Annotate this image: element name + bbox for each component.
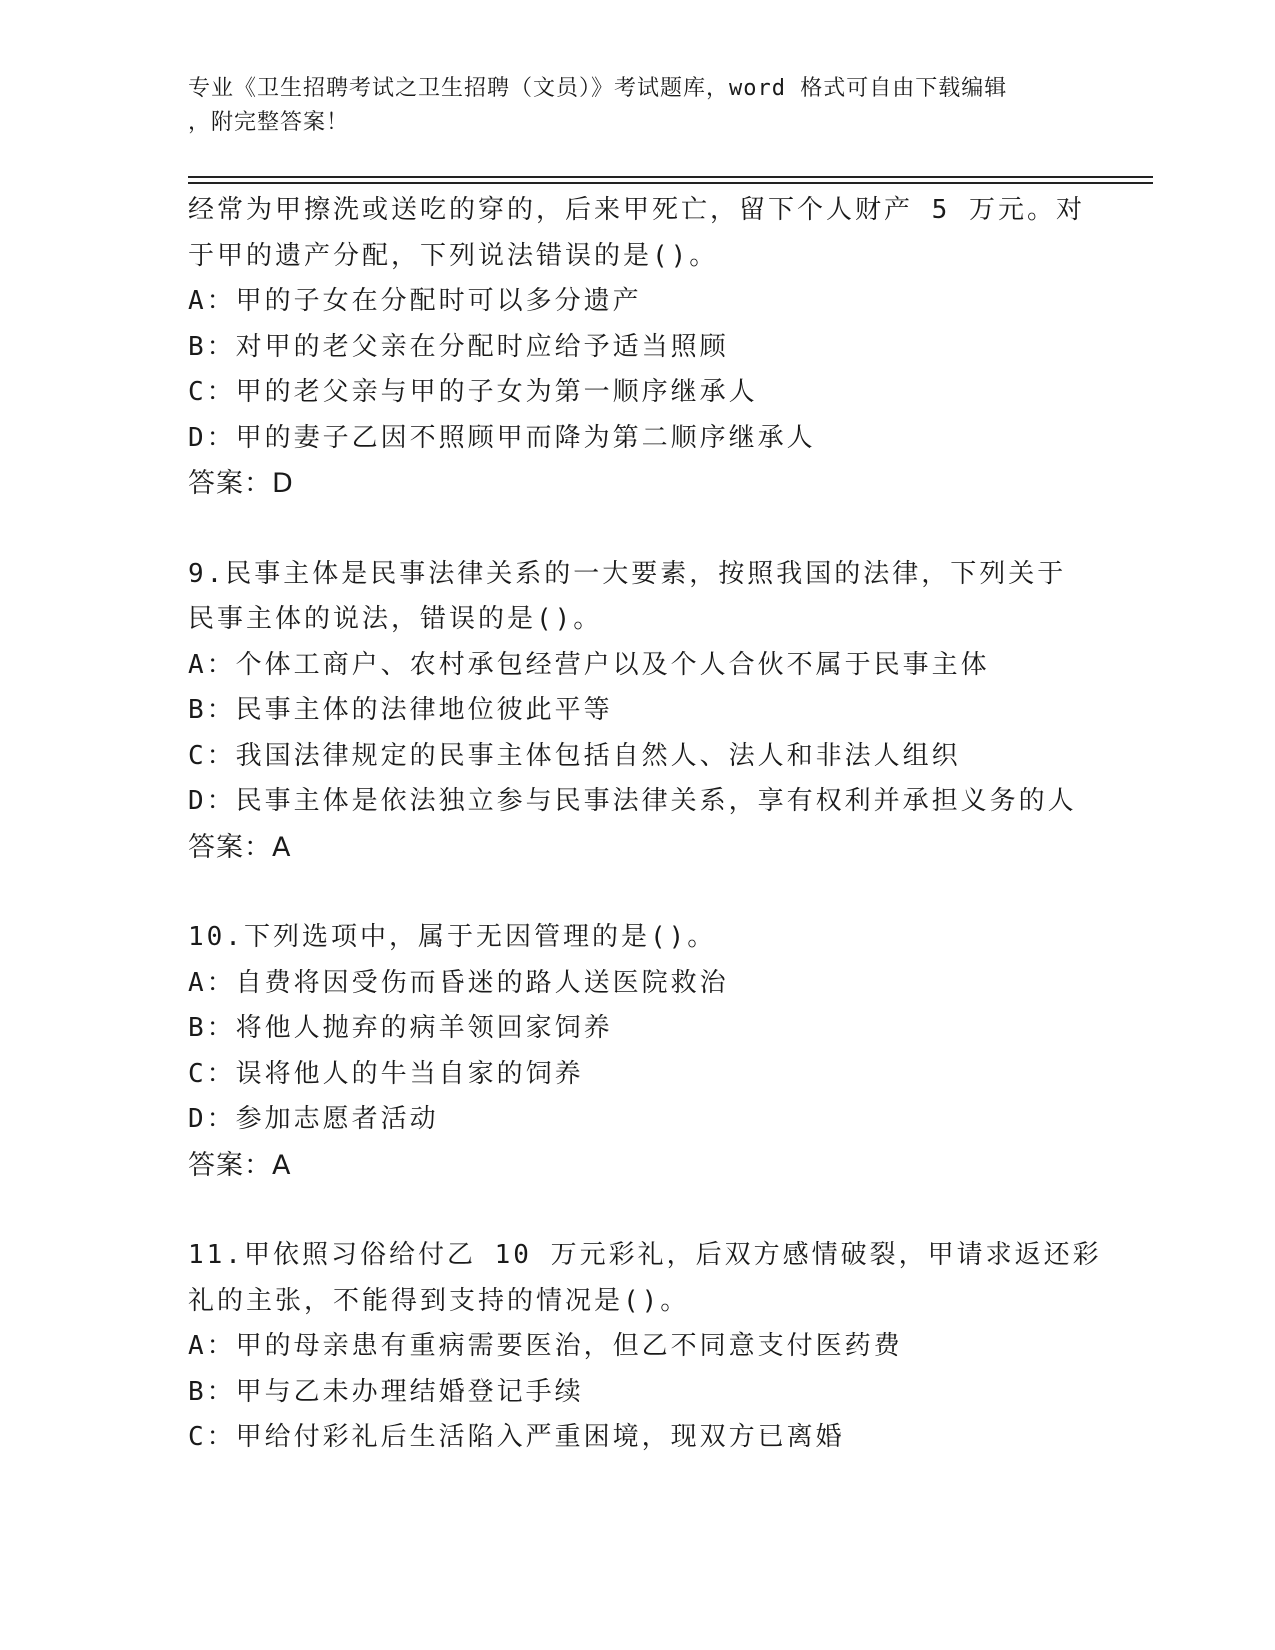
answer: 答案：A — [188, 831, 292, 863]
option-d: D：民事主体是依法独立参与民事法律关系，享有权利并承担义务的人 — [188, 786, 1077, 816]
option-b: B：对甲的老父亲在分配时应给予适当照顾 — [188, 331, 729, 362]
question-text-line: 11.甲依照习俗给付乙 10 万元彩礼，后双方感情破裂，甲请求返还彩 — [188, 1240, 1102, 1270]
option-d: D：参加志愿者活动 — [188, 1104, 439, 1134]
header-line-2: ，附完整答案！ — [188, 110, 350, 135]
header-line-1: 专业《卫生招聘考试之卫生招聘（文员）》考试题库，word 格式可自由下载编辑 — [188, 76, 1008, 101]
option-a: A：甲的母亲患有重病需要医治，但乙不同意支付医药费 — [188, 1331, 903, 1361]
question-text-line: 礼的主张，不能得到支持的情况是()。 — [188, 1285, 690, 1316]
question-text-line: 于甲的遗产分配，下列说法错误的是()。 — [188, 240, 719, 271]
option-a: A：自费将因受伤而昏迷的路人送医院救治 — [188, 967, 729, 998]
question-9 — [188, 552, 1128, 871]
document-header — [188, 72, 1088, 140]
option-b: B：民事主体的法律地位彼此平等 — [188, 695, 613, 725]
option-a: A：甲的子女在分配时可以多分遗产 — [188, 286, 642, 316]
option-c: C：甲的老父亲与甲的子女为第一顺序继承人 — [188, 377, 758, 407]
header-rule-bottom — [188, 182, 1153, 184]
header-rule-top — [188, 176, 1153, 178]
option-b: B：将他人抛弃的病羊领回家饲养 — [188, 1013, 613, 1043]
option-c: C：误将他人的牛当自家的饲养 — [188, 1058, 584, 1089]
question-11 — [188, 1233, 1128, 1461]
question-text-line: 经常为甲擦洗或送吃的穿的，后来甲死亡，留下个人财产 5 万元。对 — [188, 195, 1085, 225]
question-text-line: 民事主体的说法，错误的是()。 — [188, 604, 603, 634]
question-text-line: 9.民事主体是民事法律关系的一大要素，按照我国的法律，下列关于 — [188, 558, 1067, 589]
question-text-line: 10.下列选项中，属于无因管理的是()。 — [188, 922, 717, 952]
question-list — [188, 188, 1128, 1506]
answer: 答案：A — [188, 1149, 292, 1181]
option-b: B：甲与乙未办理结婚登记手续 — [188, 1376, 584, 1407]
option-c: C：甲给付彩礼后生活陷入严重困境，现双方已离婚 — [188, 1422, 845, 1452]
question-10 — [188, 915, 1128, 1188]
answer: 答案：D — [188, 468, 294, 499]
option-d: D：甲的妻子乙因不照顾甲而降为第二顺序继承人 — [188, 422, 816, 453]
option-a: A：个体工商户、农村承包经营户以及个人合伙不属于民事主体 — [188, 649, 990, 680]
question-8 — [188, 188, 1128, 507]
option-c: C：我国法律规定的民事主体包括自然人、法人和非法人组织 — [188, 740, 961, 771]
